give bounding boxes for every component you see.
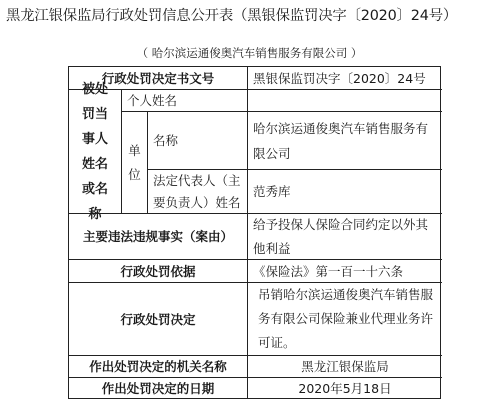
individual-value	[248, 90, 442, 112]
authority-label: 作出处罚决定的机关名称	[69, 356, 248, 378]
doc-number-label: 行政处罚决定书文号	[69, 67, 248, 90]
date-value: 2020年5月18日	[298, 381, 392, 396]
name-value: 哈尔滨运通俊奥汽车销售服务有限公司	[248, 112, 442, 170]
penalty-table	[68, 66, 441, 399]
name-label: 名称	[148, 112, 248, 170]
doc-number-value: 黑银保监罚决字〔2020〕24号	[248, 67, 442, 90]
authority-value: 黑龙江银保监局	[248, 356, 442, 378]
decision-label: 行政处罚决定	[69, 283, 248, 356]
party-label: 被处罚当事人姓名或名称	[69, 90, 122, 214]
individual-label: 个人姓名	[122, 90, 248, 112]
decision-value: 吊销哈尔滨运通俊奥汽车销售服务有限公司保险兼业代理业务许可证。	[248, 283, 442, 356]
page-subtitle: （ 哈尔滨运通俊奥汽车销售服务有限公司 ）	[136, 46, 363, 60]
rep-label: 法定代表人（主要负责人）姓名	[148, 170, 248, 214]
date-label: 作出处罚决定的日期	[69, 378, 248, 399]
violation-value: 给予投保人保险合同约定以外其他利益	[248, 214, 442, 260]
rep-value: 范秀库	[248, 170, 442, 214]
page-title: 黑龙江银保监局行政处罚信息公开表（黑银保监罚决字〔2020〕24号）	[6, 8, 458, 24]
basis-label: 行政处罚依据	[69, 260, 248, 283]
violation-label: 主要违法违规事实（案由）	[69, 214, 248, 260]
basis-value: 《保险法》第一百一十六条	[248, 260, 442, 283]
unit-label: 单位	[122, 112, 148, 214]
